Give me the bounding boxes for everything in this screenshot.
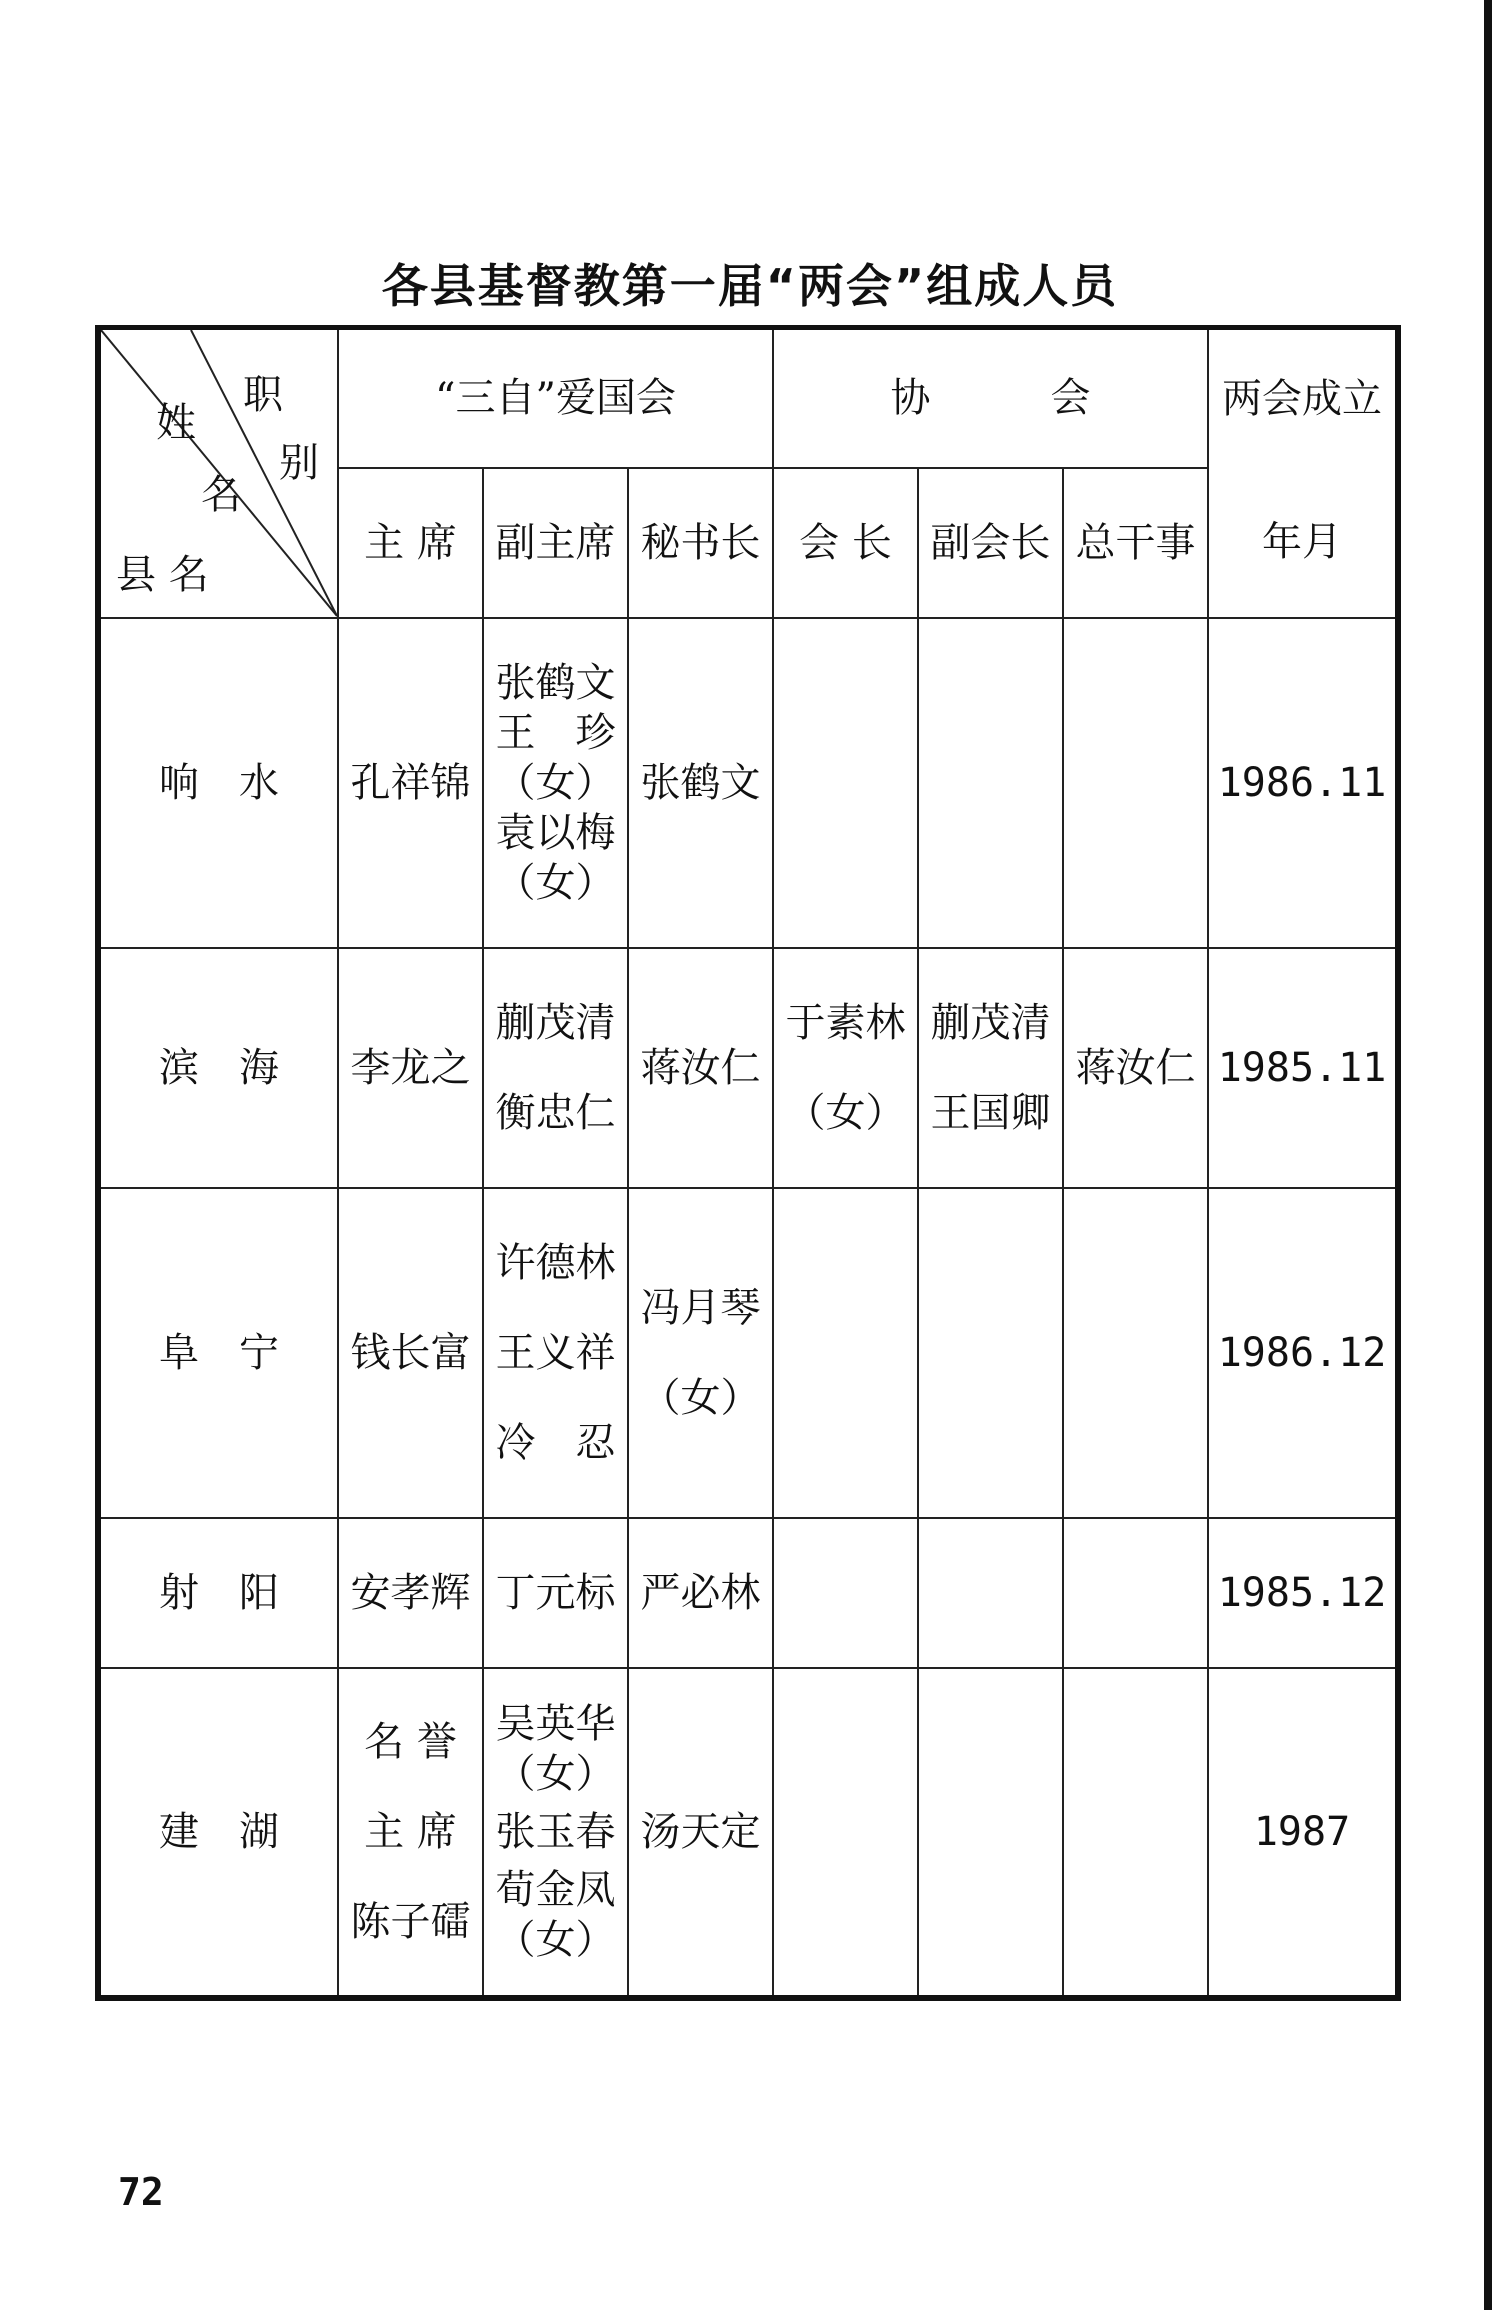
county-cell: 阜 宁	[98, 1188, 338, 1518]
date-cell: 1986.12	[1208, 1188, 1398, 1518]
county-cell: 滨 海	[98, 948, 338, 1188]
vice-president-cell	[918, 1188, 1063, 1518]
chair-cell: 钱长富	[338, 1188, 483, 1518]
col-header-general-secretary: 总干事	[1063, 468, 1208, 618]
vice-president-cell	[918, 1518, 1063, 1668]
header-row-1	[98, 328, 1398, 468]
col-header-chair: 主 席	[338, 468, 483, 618]
secretary-cell: 蒋汝仁	[628, 948, 773, 1188]
date-cell: 1987	[1208, 1668, 1398, 1998]
general-secretary-cell	[1063, 1518, 1208, 1668]
col-header-president: 会 长	[773, 468, 918, 618]
vice-president-cell	[918, 618, 1063, 948]
col-header-vice-chair: 副主席	[483, 468, 628, 618]
general-secretary-cell: 蒋汝仁	[1063, 948, 1208, 1188]
vice-chair-cell: 许德林 王义祥 冷 忍	[483, 1188, 628, 1518]
president-cell: 于素林 （女）	[773, 948, 918, 1188]
page-number: 72	[118, 2170, 164, 2214]
chair-cell: 孔祥锦	[338, 618, 483, 948]
chair-cell: 李龙之	[338, 948, 483, 1188]
date-cell: 1986.11	[1208, 618, 1398, 948]
corner-label-name-1: 姓	[156, 400, 196, 446]
group-header-cc: 协 会	[773, 328, 1208, 468]
header-date-bottom: 年月	[1208, 468, 1398, 618]
table-row	[98, 1668, 1398, 1998]
secretary-cell: 冯月琴 （女）	[628, 1188, 773, 1518]
table-row	[98, 948, 1398, 1188]
page-edge-rule	[1484, 0, 1492, 2310]
vice-president-cell	[918, 1668, 1063, 1998]
corner-label-county: 县 名	[116, 552, 209, 598]
president-cell	[773, 1668, 918, 1998]
secretary-cell: 汤天定	[628, 1668, 773, 1998]
county-cell: 响 水	[98, 618, 338, 948]
corner-label-name-2: 名	[201, 472, 241, 518]
general-secretary-cell	[1063, 1188, 1208, 1518]
county-cell: 射 阳	[98, 1518, 338, 1668]
general-secretary-cell	[1063, 618, 1208, 948]
members-table	[95, 325, 1401, 2001]
corner-label-post-1: 职	[243, 372, 283, 418]
date-cell: 1985.12	[1208, 1518, 1398, 1668]
date-cell: 1985.11	[1208, 948, 1398, 1188]
table-title: 各县基督教第一届“两会”组成人员	[381, 259, 1119, 313]
vice-chair-cell: 丁元标	[483, 1518, 628, 1668]
table-row	[98, 1188, 1398, 1518]
vice-president-cell: 蒯茂清 王国卿	[918, 948, 1063, 1188]
corner-label-post-2: 别	[279, 440, 319, 486]
chair-cell: 名 誉 主 席 陈子礌	[338, 1668, 483, 1998]
chair-cell: 安孝辉	[338, 1518, 483, 1668]
header-corner-cell	[98, 328, 338, 618]
col-header-secretary: 秘书长	[628, 468, 773, 618]
president-cell	[773, 618, 918, 948]
secretary-cell: 张鹤文	[628, 618, 773, 948]
county-cell: 建 湖	[98, 1668, 338, 1998]
header-date-top: 两会成立	[1208, 328, 1398, 468]
vice-chair-cell: 张鹤文 王 珍 （女） 袁以梅 （女）	[483, 618, 628, 948]
vice-chair-cell: 蒯茂清 衡忠仁	[483, 948, 628, 1188]
vice-chair-cell: 吴英华 （女） 张玉春 荀金凤 （女）	[483, 1668, 628, 1998]
table-row	[98, 618, 1398, 948]
group-header-tsps: “三自”爱国会	[338, 328, 773, 468]
president-cell	[773, 1518, 918, 1668]
secretary-cell: 严必林	[628, 1518, 773, 1668]
general-secretary-cell	[1063, 1668, 1208, 1998]
table-row	[98, 1518, 1398, 1668]
president-cell	[773, 1188, 918, 1518]
col-header-vice-president: 副会长	[918, 468, 1063, 618]
